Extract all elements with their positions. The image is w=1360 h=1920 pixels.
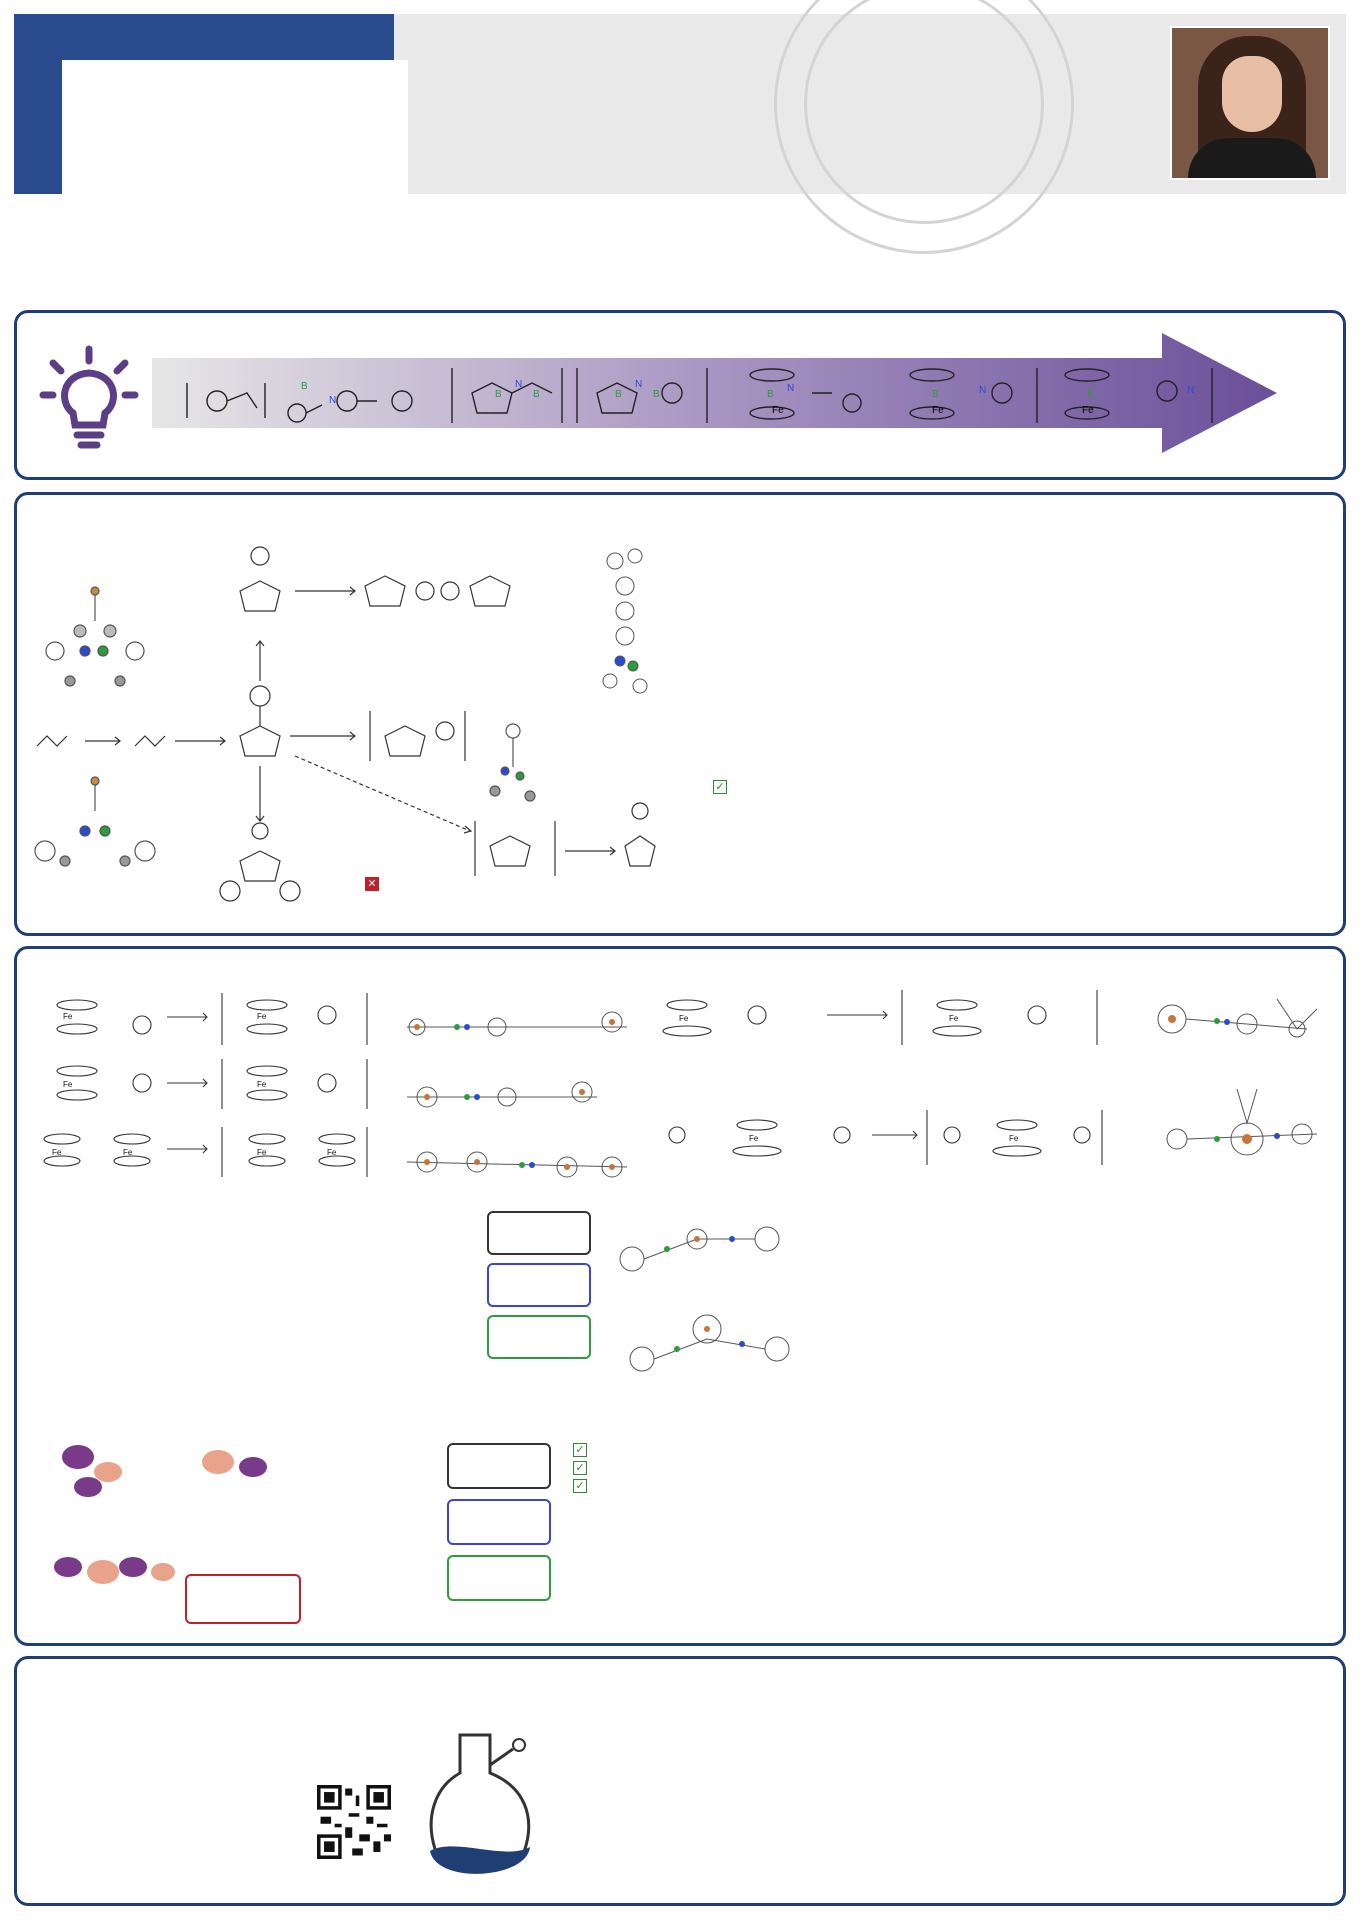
- university-logo: [14, 14, 394, 194]
- svg-text:B: B: [767, 389, 774, 400]
- cv-p1-p3-chart: [283, 1199, 483, 1354]
- cv-p1s-p2s-chart: [1065, 1193, 1325, 1383]
- check-icon: ✓: [573, 1461, 587, 1475]
- svg-text:Fe: Fe: [679, 1014, 689, 1023]
- svg-text:Fe: Fe: [749, 1134, 759, 1143]
- cross-icon: ✕: [365, 877, 379, 891]
- svg-text:Fe: Fe: [63, 1080, 73, 1089]
- svg-text:Fe: Fe: [772, 405, 784, 416]
- svg-text:B: B: [533, 389, 540, 400]
- model-compound-blue: [487, 1263, 591, 1307]
- svg-text:N: N: [1187, 385, 1195, 396]
- svg-text:Fe: Fe: [257, 1012, 267, 1021]
- model-compound-green-2: [447, 1555, 551, 1601]
- ferrocenylene-panel: [14, 946, 1346, 1646]
- svg-text:Fe: Fe: [52, 1148, 62, 1157]
- xray-note: [713, 775, 923, 875]
- uv-vis-p1s-p2s-chart: [1093, 1423, 1333, 1639]
- macrocycle-crystal-structures: [607, 1199, 807, 1399]
- svg-text:Fe: Fe: [327, 1148, 337, 1157]
- model-compound-black: [487, 1211, 591, 1255]
- svg-text:Fe: Fe: [123, 1148, 133, 1157]
- lightbulb-icon: [39, 343, 139, 453]
- crystal-structure-9: [603, 549, 647, 693]
- svg-text:Fe: Fe: [949, 1014, 959, 1023]
- svg-text:Fe: Fe: [63, 1012, 73, 1021]
- svg-text:N: N: [979, 385, 987, 396]
- gpc-p1s-p2s-chart: [817, 1183, 1047, 1383]
- azadiborolane-reaction-scheme: [25, 531, 675, 931]
- crystal-structures-p1s-p2s: [1137, 989, 1337, 1189]
- footer-panel: [14, 1656, 1346, 1906]
- crystal-structures-p1-p3: [397, 997, 637, 1197]
- svg-text:B: B: [932, 389, 939, 400]
- svg-text:B: B: [1087, 389, 1094, 400]
- svg-text:Fe: Fe: [932, 405, 944, 416]
- model-compound-green: [487, 1315, 591, 1359]
- azadiborolanes-panel: [14, 492, 1346, 936]
- crystal-structure-2: [35, 777, 155, 866]
- svg-text:B: B: [615, 389, 622, 400]
- concept-panel: [14, 310, 1346, 480]
- svg-text:N: N: [787, 383, 795, 394]
- svg-text:Fe: Fe: [1009, 1134, 1019, 1143]
- svg-text:Fe: Fe: [1082, 405, 1094, 416]
- gpc-p1-p3-chart: [37, 1183, 277, 1353]
- check-icon: ✓: [573, 1443, 587, 1457]
- model-compound-red: [185, 1574, 301, 1624]
- synthesis-scheme-p1-p3: [27, 985, 387, 1185]
- concept-structures: [177, 363, 1277, 433]
- model-compound-blue-2: [447, 1499, 551, 1545]
- svg-text:B: B: [301, 381, 308, 392]
- svg-text:Fe: Fe: [257, 1080, 267, 1089]
- svg-text:B: B: [653, 389, 660, 400]
- note-coplanarity: [573, 1457, 793, 1475]
- note-double-bond: [573, 1439, 793, 1457]
- model-compound-black-2: [447, 1443, 551, 1489]
- synthesis-scheme-p1s-p2s: [647, 985, 1127, 1185]
- check-icon: ✓: [573, 1479, 587, 1493]
- author-photo: [1170, 26, 1330, 180]
- svg-text:N: N: [515, 379, 523, 390]
- svg-text:Fe: Fe: [257, 1148, 267, 1157]
- ferrocene-notes: [573, 1439, 793, 1493]
- gpc-chart: [1017, 521, 1317, 711]
- note-communication: [573, 1475, 793, 1493]
- crystal-structure-1: [46, 587, 144, 686]
- svg-text:N: N: [329, 395, 337, 406]
- qr-code-icon[interactable]: [317, 1785, 391, 1859]
- uv-vis-chart: [705, 521, 1005, 711]
- svg-text:N: N: [635, 379, 643, 390]
- svg-text:B: B: [495, 389, 502, 400]
- polymerization-note: [365, 872, 685, 912]
- check-icon: ✓: [713, 780, 727, 794]
- helten-lab-logo: [415, 1729, 545, 1897]
